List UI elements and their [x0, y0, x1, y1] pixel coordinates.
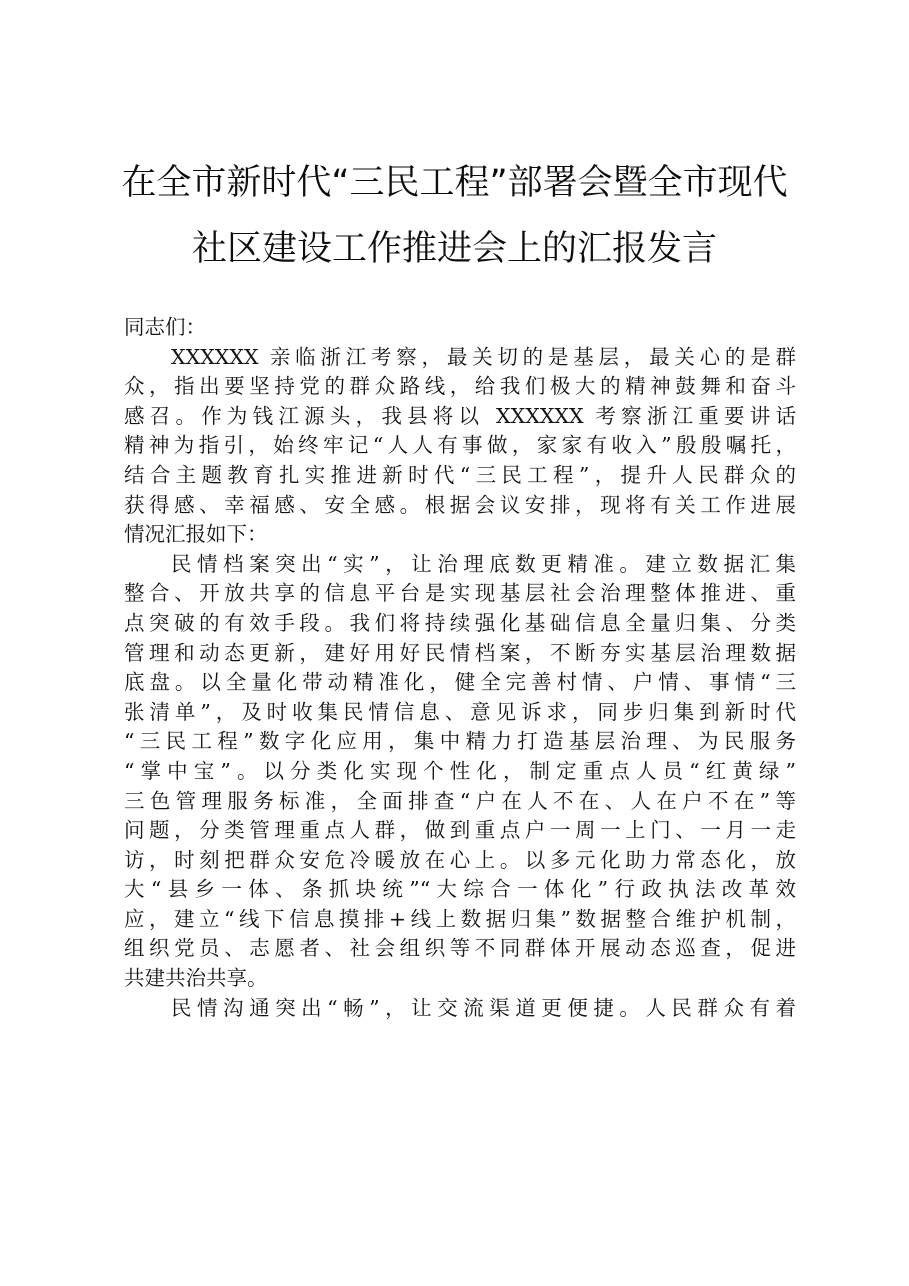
document-title — [100, 150, 809, 282]
title-line: 在全市新时代“三民工程”部署会暨全市现代 — [121, 163, 788, 203]
salutation: 同志们： — [124, 315, 206, 339]
paragraph-line: 底盘。以全量化带动精准化，健全完善村情、户情、事情“三 — [124, 670, 796, 695]
paragraph-line: 情况汇报如下： — [124, 522, 268, 547]
paragraph-line: 整合、开放共享的信息平台是实现基层社会治理整体推进、重 — [124, 581, 796, 606]
paragraph-line: 问题，分类管理重点人群，做到重点户一周一上门、一月一走 — [124, 818, 796, 843]
paragraph-line: 访，时刻把群众安危冷暖放在心上。以多元化助力常态化，放 — [124, 847, 796, 872]
paragraph-line: 感召。作为钱江源头，我县将以 XXXXXX 考察浙江重要讲话 — [124, 403, 796, 428]
paragraph-line: “掌中宝”。以分类化实现个性化，制定重点人员“红黄绿” — [124, 758, 796, 783]
paragraph-line: 民情沟通突出“畅”，让交流渠道更便捷。人民群众有着 — [171, 995, 796, 1020]
paragraph-line: 三色管理服务标准，全面排查“户在人不在、人在户不在”等 — [124, 788, 796, 813]
paragraph-line: 精神为指引，始终牢记“人人有事做，家家有收入”殷殷嘱托， — [124, 433, 796, 458]
paragraph-line: 众，指出要坚持党的群众路线，给我们极大的精神鼓舞和奋斗 — [124, 374, 796, 399]
paragraph-line: “三民工程”数字化应用，集中精力打造基层治理、为民服务 — [124, 729, 796, 754]
paragraph-line: 大“县乡一体、条抓块统”“大综合一体化”行政执法改革效 — [124, 877, 796, 902]
document-body — [124, 313, 796, 1023]
paragraph-line: 组织党员、志愿者、社会组织等不同群体开展动态巡查，促进 — [124, 936, 796, 961]
paragraph-line: 张清单”，及时收集民情信息、意见诉求，同步归集到新时代 — [124, 699, 796, 724]
paragraph-line: 获得感、幸福感、安全感。根据会议安排，现将有关工作进展 — [124, 492, 796, 517]
paragraph-line: 民情档案突出“实”，让治理底数更精准。建立数据汇集 — [171, 551, 796, 576]
paragraph-line: 点突破的有效手段。我们将持续强化基础信息全量归集、分类 — [124, 610, 796, 635]
paragraph-line: 结合主题教育扎实推进新时代“三民工程”，提升人民群众的 — [124, 462, 796, 487]
paragraph-line: XXXXXX 亲临浙江考察，最关切的是基层，最关心的是群 — [171, 344, 796, 369]
paragraph-line: 共建共治共享。 — [124, 966, 268, 991]
title-line: 社区建设工作推进会上的汇报发言 — [191, 229, 717, 269]
paragraph-line: 应，建立“线下信息摸排+线上数据归集”数据整合维护机制， — [124, 906, 796, 931]
paragraph-line: 管理和动态更新，建好用好民情档案，不断夯实基层治理数据 — [124, 640, 796, 665]
